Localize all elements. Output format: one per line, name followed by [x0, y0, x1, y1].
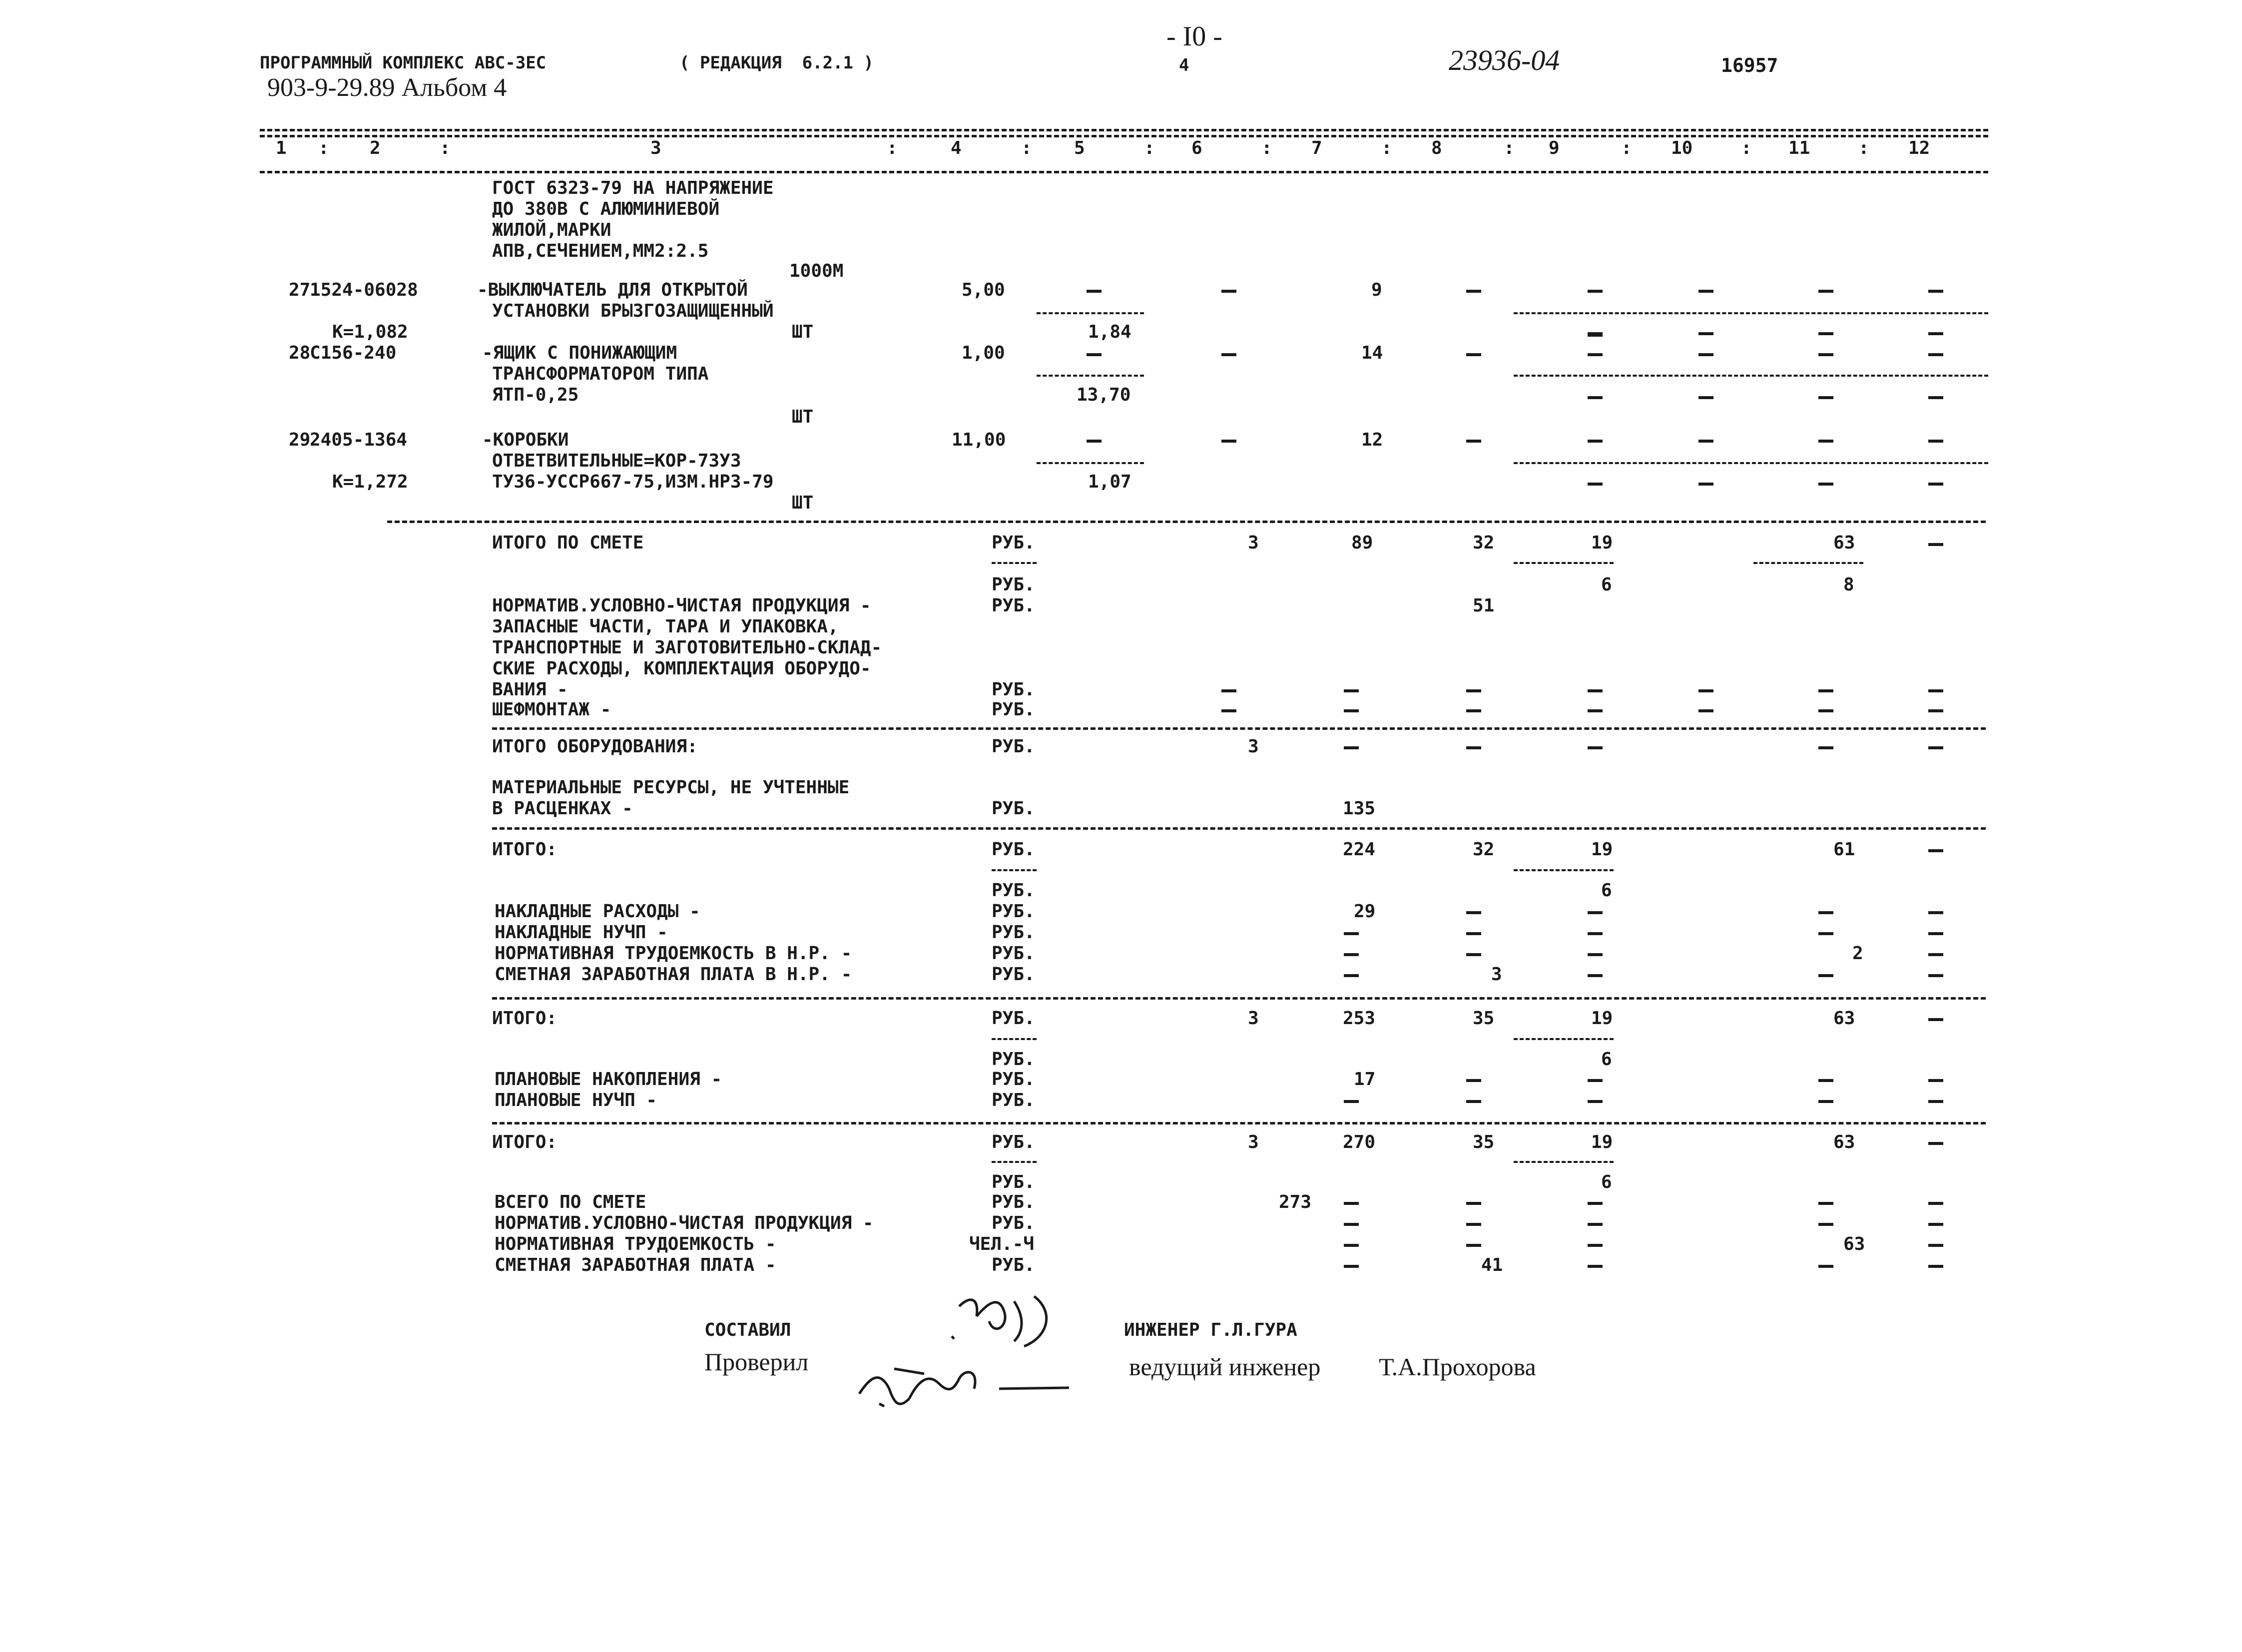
coefficient: К=1,272: [332, 472, 408, 492]
document-code: 23936-04: [1449, 44, 1560, 76]
col-7: 7: [1311, 138, 1322, 158]
table-top-rule: [260, 129, 1988, 131]
section-rule: [387, 521, 1986, 523]
checked-by: Т.А.Прохорова: [1379, 1353, 1536, 1381]
col-12: 12: [1908, 138, 1930, 158]
edition: ( РЕДАКЦИЯ 6.2.1 ): [679, 53, 874, 73]
compiled-by: ИНЖЕНЕР Г.Л.ГУРА: [1124, 1320, 1297, 1340]
sheet-number: 4: [1179, 55, 1189, 75]
col-2: 2: [370, 138, 381, 158]
compiler-initials-signature: [949, 1286, 1069, 1351]
unit-price: 1,07: [1088, 472, 1131, 492]
col-9: 9: [1549, 138, 1560, 158]
checked-label: Проверил: [704, 1348, 809, 1376]
unit-price: 13,70: [1077, 385, 1131, 405]
col-6: 6: [1191, 138, 1202, 158]
unit: 1000М: [789, 261, 844, 281]
item-number: 28: [289, 343, 311, 363]
unit-price: 1,84: [1088, 322, 1131, 342]
item-number: 27: [289, 280, 311, 300]
col-4: 4: [951, 138, 962, 158]
quantity: 1,00: [962, 343, 1005, 363]
unit: ШТ: [792, 322, 814, 342]
item-code: 2405-1364: [310, 430, 408, 450]
album-code: 903-9-29.89 Альбом 4: [267, 73, 507, 102]
page-number: - I0 -: [1166, 21, 1222, 52]
col-8: 8: [1431, 138, 1442, 158]
compiled-label: СОСТАВИЛ: [704, 1320, 791, 1340]
item-code: 1524-06028: [310, 280, 418, 300]
c7: 14: [1361, 343, 1383, 363]
coefficient: К=1,082: [332, 322, 408, 342]
checker-signature: [849, 1349, 1079, 1419]
header-bottom-rule: [260, 171, 1988, 173]
program-name: ПРОГРАММНЫЙ КОМПЛЕКС АВС-3ЕС: [260, 53, 547, 73]
quantity: 11,00: [952, 430, 1006, 450]
col-10: 10: [1671, 138, 1693, 158]
item-code: С156-240: [310, 343, 397, 363]
checked-position: ведущий инженер: [1129, 1353, 1321, 1381]
col-5: 5: [1074, 138, 1085, 158]
item-number: 29: [289, 430, 311, 450]
unit: ШТ: [792, 407, 814, 427]
unit: ШТ: [792, 493, 814, 513]
c7: 12: [1361, 430, 1383, 450]
table-top-rule-2: [260, 135, 1988, 137]
col-3: 3: [650, 138, 661, 158]
quantity: 5,00: [962, 280, 1005, 300]
c7: 9: [1371, 280, 1382, 300]
col-11: 11: [1788, 138, 1810, 158]
col-1: 1: [276, 138, 287, 158]
serial-number: 16957: [1721, 54, 1778, 76]
